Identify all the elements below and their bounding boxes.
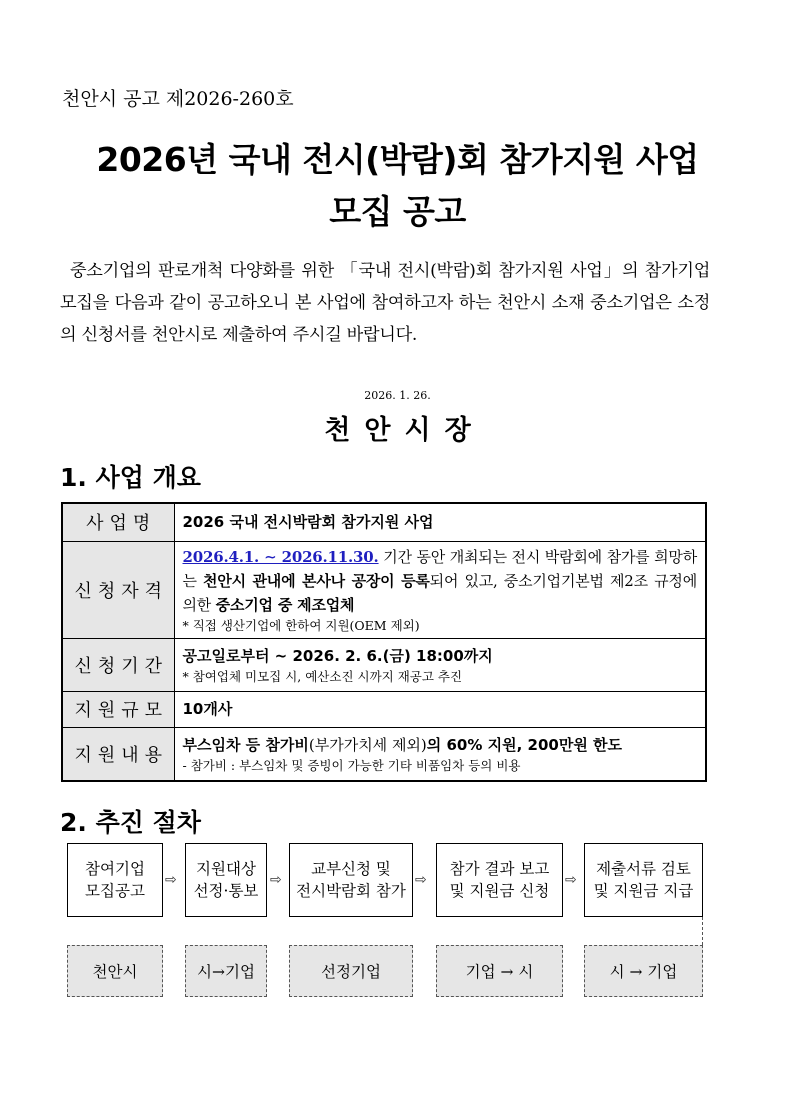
row-label: 신청자격 [62,541,174,638]
intro-paragraph: 중소기업의 판로개척 다양화를 위한 「국내 전시(박람)회 참가지원 사업」의 참가기업 모집을 다음과 같이 공고하오니 본 사업에 참여하고자 하는 천안시 소재 중소기업은 소정의 신청서를 천안시로 제출하여 주시길 바랍니다. [60,261,710,345]
step-line: 참여기업 [85,860,145,878]
support-note: - 참가비 : 부스임차 및 증빙이 가능한 기타 비품임차 등의 비용 [182,757,521,773]
flow-step [289,843,413,917]
flow-step [185,843,267,917]
support-bold-b: 의 60% 지원, 200만원 한도 [426,735,623,754]
row-value: 2026 국내 전시박람회 참가지원 사업 [174,503,706,541]
table-row [62,727,706,781]
step-line: 모집공고 [85,882,145,900]
overview-table [61,502,707,782]
role-label: 천안시 [67,945,163,997]
row-value [174,638,706,691]
role-label: 시→기업 [185,945,267,997]
row-value: 10개사 [174,691,706,727]
qual-text-a: 기간 동안 개최되는 전시 박람회에 참가를 희망하는 [182,547,697,590]
row-label: 신청기간 [62,638,174,691]
arrow-right-icon: ⇨ [415,872,427,888]
flow-step [67,843,163,917]
flow-step [436,843,563,917]
step-line: 및 지원금 신청 [449,882,550,900]
row-label: 지원내용 [62,727,174,781]
table-row [62,541,706,638]
qual-bold-a: 천안시 관내에 본사나 공장이 등록 [203,571,430,590]
section-heading-overview: 1. 사업 개요 [60,463,201,492]
row-label: 지원규모 [62,691,174,727]
support-bold-a: 부스임차 등 참가비 [182,735,309,754]
page-title: 2026년 국내 전시(박람)회 참가지원 사업 [96,140,699,179]
period-value: 공고일로부터 ~ 2026. 2. 6.(금) 18:00까지 [182,646,493,665]
qual-bold-b: 중소기업 중 제조업체 [215,595,355,614]
role-label: 선정기업 [289,945,413,997]
role-label: 시 → 기업 [584,945,703,997]
support-text-a: (부가가치세 제외) [308,735,427,754]
qual-text-b: 되어 있고, 중소기업기본법 제2조 규정에 의한 [182,571,698,614]
signer: 천안시장 [324,415,485,446]
notice-date: 2026. 1. 26. [364,389,431,402]
flow-step [584,843,703,917]
table-row [62,691,706,727]
step-line: 교부신청 및 [311,860,391,878]
period-note: * 참여업체 미모집 시, 예산소진 시까지 재공고 추진 [182,668,463,684]
notice-number: 천안시 공고 제2026-260호 [62,88,294,110]
step-line: 지원대상 [196,860,256,878]
step-line: 참가 결과 보고 [449,860,550,878]
table-row [62,503,706,541]
row-value [174,727,706,781]
page-subtitle: 모집 공고 [329,192,466,231]
row-label: 사업명 [62,503,174,541]
period-link[interactable]: 2026.4.1. ∼ 2026.11.30. [182,547,379,566]
table-row [62,638,706,691]
arrow-right-icon: ⇨ [270,872,282,888]
step-line: 선정·통보 [193,882,259,900]
step-line: 전시박람회 참가 [296,882,406,900]
divider [702,917,703,945]
section-heading-procedure: 2. 추진 절차 [60,808,201,837]
qual-note: * 직접 생산기업에 한하여 지원(OEM 제외) [182,617,420,633]
arrow-right-icon: ⇨ [565,872,577,888]
arrow-right-icon: ⇨ [165,872,177,888]
role-label: 기업 → 시 [436,945,563,997]
step-line: 및 지원금 지급 [593,882,694,900]
row-value [174,541,706,638]
step-line: 제출서류 검토 [596,860,691,878]
